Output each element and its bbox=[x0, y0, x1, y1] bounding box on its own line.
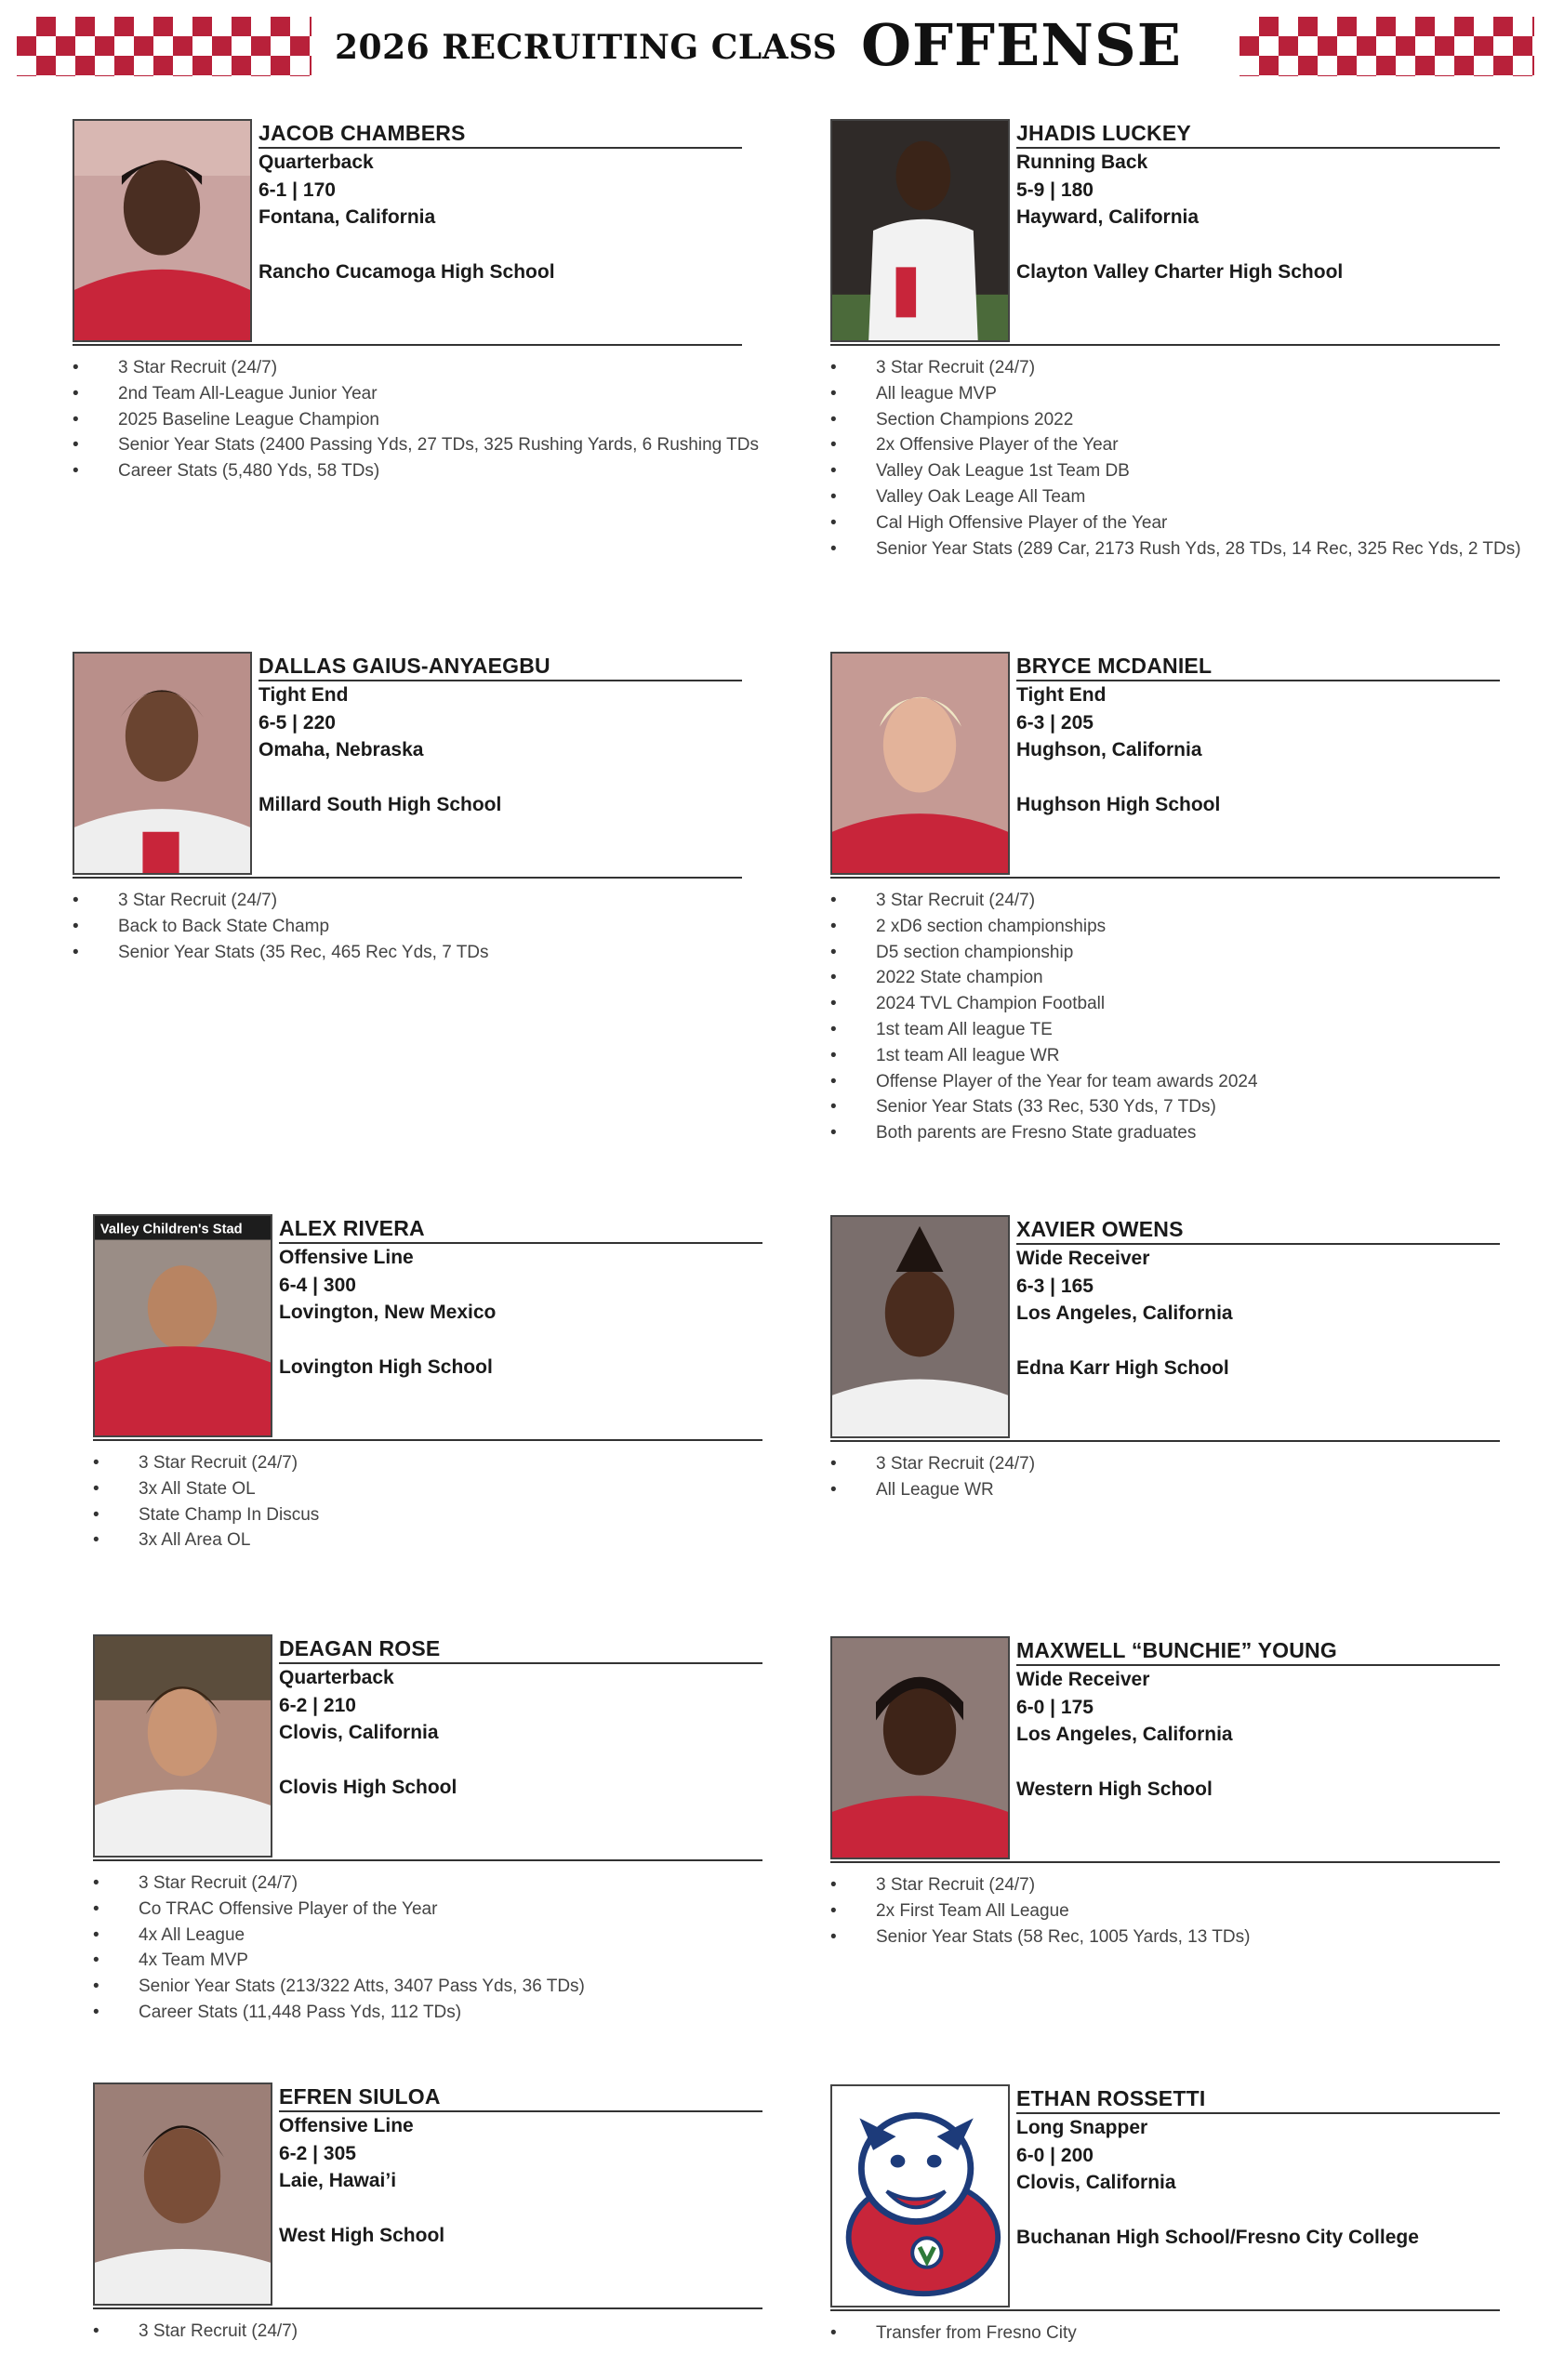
player-school: Clovis High School bbox=[279, 1777, 457, 1798]
player-name: JACOB CHAMBERS bbox=[258, 119, 742, 149]
player-position: Long Snapper bbox=[1016, 2117, 1148, 2138]
player-position: Wide Receiver bbox=[1016, 1248, 1150, 1269]
player-card-ethan-rossetti bbox=[830, 2084, 1500, 2347]
player-photo bbox=[830, 119, 1010, 342]
player-fact: • Both parents are Fresno State graduates bbox=[830, 1120, 1500, 1146]
player-hometown: Los Angeles, California bbox=[1016, 1724, 1233, 1745]
player-fact: • 2 xD6 section championships bbox=[830, 914, 1500, 940]
player-facts-list bbox=[830, 1872, 1500, 1950]
player-photo bbox=[830, 1215, 1010, 1438]
player-fact: • Senior Year Stats (35 Rec, 465 Rec Yds, 7 TDs bbox=[73, 940, 742, 966]
player-facts-list bbox=[73, 888, 742, 965]
player-hometown: Clovis, California bbox=[1016, 2172, 1176, 2193]
player-fact: • 2024 TVL Champion Football bbox=[830, 991, 1500, 1017]
player-fact: • 2nd Team All-League Junior Year bbox=[73, 381, 742, 407]
player-size: 5-9 | 180 bbox=[1016, 178, 1094, 201]
player-facts-list bbox=[830, 1451, 1500, 1503]
player-position: Quarterback bbox=[279, 1667, 394, 1688]
player-fact: • Cal High Offensive Player of the Year bbox=[830, 510, 1500, 536]
player-facts-list bbox=[73, 355, 759, 484]
player-size: 6-1 | 170 bbox=[258, 178, 336, 201]
player-card-jacob-chambers bbox=[73, 119, 759, 484]
player-card-jhadis-luckey bbox=[830, 119, 1521, 562]
player-name: ETHAN ROSSETTI bbox=[1016, 2084, 1500, 2114]
player-fact: • All league MVP bbox=[830, 381, 1500, 407]
player-fact: • Career Stats (5,480 Yds, 58 TDs) bbox=[73, 458, 742, 484]
player-fact: • 3 Star Recruit (24/7) bbox=[73, 888, 742, 914]
player-photo bbox=[73, 652, 252, 875]
player-card-maxwell-young bbox=[830, 1636, 1500, 1950]
player-hometown: Lovington, New Mexico bbox=[279, 1302, 497, 1323]
player-fact: • Valley Oak League 1st Team DB bbox=[830, 458, 1500, 484]
player-card-dallas-gaius-anyaegbu bbox=[73, 652, 742, 965]
player-fact: • 4x Team MVP bbox=[93, 1948, 762, 1974]
player-photo bbox=[93, 1214, 272, 1437]
player-facts-list bbox=[830, 888, 1500, 1146]
player-facts-list bbox=[93, 1871, 762, 2026]
player-card-alex-rivera bbox=[93, 1214, 762, 1554]
player-fact: • D5 section championship bbox=[830, 940, 1500, 966]
player-photo bbox=[93, 1634, 272, 1858]
player-hometown: Los Angeles, California bbox=[1016, 1302, 1233, 1324]
player-facts-list bbox=[93, 1450, 762, 1554]
player-fact: • 3x All State OL bbox=[93, 1476, 762, 1502]
checkered-banner-left bbox=[17, 17, 312, 76]
player-fact: • Senior Year Stats (2400 Passing Yds, 27 TDs, 325 Rushing Yards, 6 Rushing TDs bbox=[73, 432, 742, 458]
player-hometown: Clovis, California bbox=[279, 1722, 439, 1743]
player-fact: • Career Stats (11,448 Pass Yds, 112 TDs) bbox=[93, 2000, 762, 2026]
player-card-efren-siuloa bbox=[93, 2082, 762, 2345]
player-fact: • State Champ In Discus bbox=[93, 1502, 762, 1528]
player-hometown: Hughson, California bbox=[1016, 739, 1202, 760]
player-facts-list bbox=[830, 2320, 1500, 2347]
player-fact: • 3 Star Recruit (24/7) bbox=[830, 355, 1500, 381]
player-position: Wide Receiver bbox=[1016, 1669, 1150, 1690]
player-facts-list bbox=[93, 2319, 762, 2345]
player-name: DEAGAN ROSE bbox=[279, 1634, 762, 1664]
player-school: Rancho Cucamoga High School bbox=[258, 261, 555, 283]
player-size: 6-5 | 220 bbox=[258, 711, 336, 734]
player-school: Millard South High School bbox=[258, 794, 502, 815]
player-position: Running Back bbox=[1016, 152, 1148, 173]
player-school: Lovington High School bbox=[279, 1356, 493, 1378]
player-position: Quarterback bbox=[258, 152, 374, 173]
player-fact: • Valley Oak Leage All Team bbox=[830, 484, 1500, 510]
player-fact: • 3 Star Recruit (24/7) bbox=[73, 355, 742, 381]
player-name: EFREN SIULOA bbox=[279, 2082, 762, 2112]
player-fact: • 4x All League bbox=[93, 1923, 762, 1949]
player-position: Offensive Line bbox=[279, 1247, 414, 1268]
checkered-banner-right bbox=[1239, 17, 1534, 76]
player-photo bbox=[93, 2082, 272, 2306]
player-school: Western High School bbox=[1016, 1778, 1213, 1800]
header-title-big: OFFENSE bbox=[861, 11, 1183, 79]
player-name: MAXWELL “BUNCHIE” YOUNG bbox=[1016, 1636, 1500, 1666]
bulldog-logo-icon bbox=[830, 2084, 1010, 2307]
player-fact: • 3 Star Recruit (24/7) bbox=[93, 1450, 762, 1476]
player-photo bbox=[73, 119, 252, 342]
player-fact: • Co TRAC Offensive Player of the Year bbox=[93, 1897, 762, 1923]
player-fact: • Offense Player of the Year for team awards 2024 bbox=[830, 1069, 1500, 1095]
player-fact: • 1st team All league WR bbox=[830, 1043, 1500, 1069]
player-school: Buchanan High School/Fresno City College bbox=[1016, 2227, 1419, 2248]
player-card-xavier-owens bbox=[830, 1215, 1500, 1503]
player-fact: • 2025 Baseline League Champion bbox=[73, 407, 742, 433]
page-header bbox=[0, 0, 1551, 93]
player-size: 6-0 | 175 bbox=[1016, 1696, 1094, 1718]
player-card-bryce-mcdaniel bbox=[830, 652, 1500, 1146]
stadium-sign-text: Valley Children's Stad bbox=[99, 1222, 243, 1237]
player-fact: • Transfer from Fresno City bbox=[830, 2320, 1500, 2347]
player-school: West High School bbox=[279, 2225, 445, 2246]
player-fact: • Senior Year Stats (58 Rec, 1005 Yards, 13 TDs) bbox=[830, 1924, 1500, 1950]
player-fact: • Senior Year Stats (289 Car, 2173 Rush Yds, 28 TDs, 14 Rec, 325 Rec Yds, 2 TDs) bbox=[830, 536, 1500, 562]
player-fact: • Senior Year Stats (33 Rec, 530 Yds, 7 TDs) bbox=[830, 1094, 1500, 1120]
player-fact: • 2x Offensive Player of the Year bbox=[830, 432, 1500, 458]
player-name: DALLAS GAIUS-ANYAEGBU bbox=[258, 652, 742, 681]
player-photo bbox=[830, 1636, 1010, 1859]
player-fact: • 1st team All league TE bbox=[830, 1017, 1500, 1043]
player-facts-list bbox=[830, 355, 1521, 562]
player-name: JHADIS LUCKEY bbox=[1016, 119, 1500, 149]
player-hometown: Hayward, California bbox=[1016, 206, 1200, 228]
player-photo bbox=[830, 652, 1010, 875]
player-size: 6-3 | 205 bbox=[1016, 711, 1094, 734]
player-hometown: Omaha, Nebraska bbox=[258, 739, 424, 760]
player-fact: • 3 Star Recruit (24/7) bbox=[93, 1871, 762, 1897]
player-size: 6-2 | 305 bbox=[279, 2142, 356, 2164]
player-school: Clayton Valley Charter High School bbox=[1016, 261, 1344, 283]
player-position: Tight End bbox=[258, 684, 349, 706]
player-fact: • 3 Star Recruit (24/7) bbox=[830, 888, 1500, 914]
player-fact: • 3 Star Recruit (24/7) bbox=[93, 2319, 762, 2345]
player-name: XAVIER OWENS bbox=[1016, 1215, 1500, 1245]
header-title-small: 2026 RECRUITING CLASS bbox=[335, 28, 838, 67]
player-fact: • 3x All Area OL bbox=[93, 1527, 762, 1554]
player-name: ALEX RIVERA bbox=[279, 1214, 762, 1244]
player-size: 6-2 | 210 bbox=[279, 1694, 356, 1716]
player-fact: • All League WR bbox=[830, 1477, 1500, 1503]
player-fact: • 3 Star Recruit (24/7) bbox=[830, 1451, 1500, 1477]
player-size: 6-4 | 300 bbox=[279, 1274, 356, 1296]
player-card-deagan-rose bbox=[93, 1634, 762, 2026]
player-school: Edna Karr High School bbox=[1016, 1357, 1229, 1379]
player-fact: • Section Champions 2022 bbox=[830, 407, 1500, 433]
player-size: 6-3 | 165 bbox=[1016, 1275, 1094, 1297]
player-size: 6-0 | 200 bbox=[1016, 2144, 1094, 2166]
player-fact: • Senior Year Stats (213/322 Atts, 3407 Pass Yds, 36 TDs) bbox=[93, 1974, 762, 2000]
player-fact: • 2022 State champion bbox=[830, 965, 1500, 991]
player-school: Hughson High School bbox=[1016, 794, 1221, 815]
player-fact: • Back to Back State Champ bbox=[73, 914, 742, 940]
player-position: Offensive Line bbox=[279, 2115, 414, 2136]
player-fact: • 2x First Team All League bbox=[830, 1898, 1500, 1924]
player-hometown: Fontana, California bbox=[258, 206, 436, 228]
player-position: Tight End bbox=[1016, 684, 1107, 706]
player-fact: • 3 Star Recruit (24/7) bbox=[830, 1872, 1500, 1898]
player-hometown: Laie, Hawai’i bbox=[279, 2170, 397, 2191]
player-name: BRYCE MCDANIEL bbox=[1016, 652, 1500, 681]
